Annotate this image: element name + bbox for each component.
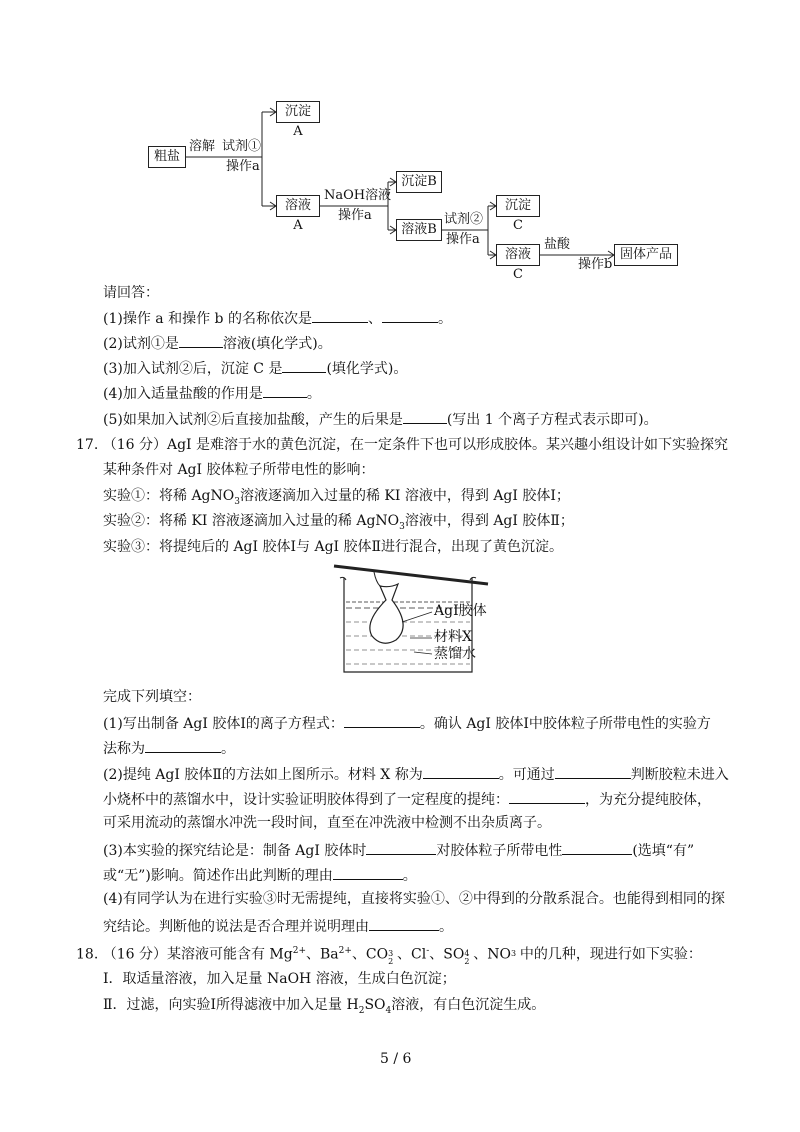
q16-part5-text-b: (写出 1 个离子方程式表示即可)。 [446, 412, 658, 428]
answer-blank[interactable] [366, 840, 436, 855]
q16-part5 [103, 409, 658, 429]
answer-blank[interactable] [403, 409, 447, 424]
q17-points: （16 分） [102, 437, 167, 453]
label-dissolve: 溶解 [189, 139, 216, 154]
q16-part2-text-b: 溶液(填化学式)。 [222, 336, 332, 352]
no3-subscript: 3 [511, 948, 517, 958]
q17-part2-line2 [103, 789, 711, 809]
q17-fill-prompt: 完成下列填空： [103, 689, 201, 705]
q17-part3-a: (3)本实验的探究结论是：制备 AgI 胶体时 [103, 843, 367, 859]
q16-part1-text: (1)操作 a 和操作 b 的名称依次是 [103, 311, 312, 327]
q16-part2-text: (2)试剂①是 [103, 336, 179, 352]
q16-part1-end: 。 [437, 311, 452, 327]
q17-part1-a: (1)写出制备 AgI 胶体Ⅰ的离子方程式： [103, 716, 344, 732]
cl-charge: - [426, 946, 430, 956]
q18-step2-c: 溶液，有白色沉淀生成。 [391, 997, 546, 1013]
q18-intro-a: 某溶液可能含有 Mg [166, 946, 293, 963]
q16-part1-sep: 、 [367, 311, 382, 327]
so4-charge: 2 [464, 956, 470, 966]
q18-number: 18. [76, 946, 99, 963]
label-op-b: 操作b [578, 257, 613, 272]
box-solid-product: 固体产品 [614, 244, 678, 266]
q16-prompt: 请回答： [103, 285, 159, 301]
q17-exp2-b: 溶液中，得到 AgI 胶体Ⅱ； [404, 513, 574, 529]
q17-intro-line2: 某种条件对 AgI 胶体粒子所带电性的影响： [103, 462, 375, 478]
answer-blank[interactable] [263, 383, 307, 398]
co3-subscript: 3 [388, 948, 394, 958]
q17-part4-c: 。 [439, 919, 453, 935]
q17-part4-line1: (4)有同学认为在进行实验③时无需提纯，直接将实验①、②中得到的分散系混合。也能得到相同的探 [103, 891, 725, 907]
q18-step2 [103, 996, 545, 1020]
box-crude-salt: 粗盐 [148, 146, 186, 168]
answer-blank[interactable] [312, 308, 368, 323]
q16-part4-text-b: 。 [306, 386, 321, 402]
ba-charge: 2+ [338, 946, 352, 956]
figure-label-colloid: AgI胶体 [434, 603, 487, 619]
q17-part1-d: 。 [221, 741, 235, 757]
answer-blank[interactable] [333, 865, 403, 880]
q17-part1-line2 [103, 738, 235, 758]
answer-blank[interactable] [555, 764, 631, 779]
co3-charge: 2 [388, 956, 394, 966]
q17-part4-line2 [103, 916, 453, 936]
answer-blank[interactable] [369, 916, 439, 931]
q17-exp1 [103, 487, 570, 511]
label-naoh: NaOH溶液 [324, 188, 392, 203]
q17-part2-b: 。可通过 [498, 767, 555, 783]
so4-subscript: 4 [464, 948, 470, 958]
q18-intro-g: 中的几种，现进行如下实验： [519, 946, 702, 963]
q16-part3-text-b: (填化学式)。 [326, 361, 408, 377]
q18-header [76, 942, 702, 964]
q16-part1 [103, 308, 452, 328]
q17-part2-line1 [103, 764, 729, 784]
label-reagent2: 试剂② [444, 212, 484, 227]
q18-intro-e: 、SO [429, 946, 465, 963]
answer-blank[interactable] [282, 358, 326, 373]
dialysis-diagram [330, 560, 500, 680]
q17-part3-d: 或“无”)影响。简述作出此判断的理由 [103, 868, 333, 884]
q17-part4-b: 究结论。判断他的说法是否合理并说明理由 [103, 919, 369, 935]
answer-blank[interactable] [509, 789, 585, 804]
q18-step2-sub2: 4 [385, 1005, 392, 1016]
q18-intro-b: 、Ba [306, 946, 339, 963]
q17-part1-b: 。确认 AgI 胶体Ⅰ中胶体粒子所带电性的实验方 [419, 716, 711, 732]
q18-step1: Ⅰ．取适量溶液，加入足量 NaOH 溶液，生成白色沉淀； [103, 971, 456, 987]
q17-part2-d: 小烧杯中的蒸馏水中，设计实验证明胶体得到了一定程度的提纯： [103, 792, 509, 808]
q18-intro-f: 、NO [473, 946, 512, 963]
answer-blank[interactable] [423, 764, 499, 779]
page-number: 5 / 6 [380, 1051, 412, 1067]
q18-step2-a: Ⅱ．过滤，向实验Ⅰ所得滤液中加入足量 H [103, 997, 359, 1013]
answer-blank[interactable] [344, 713, 420, 728]
answer-blank[interactable] [145, 738, 221, 753]
q16-part3-text: (3)加入试剂②后，沉淀 C 是 [103, 361, 283, 377]
q17-part3-c: (选填“有” [632, 843, 695, 859]
label-op-a-2: 操作a [338, 208, 372, 223]
box-solution-b: 溶液B [396, 219, 442, 241]
q17-exp1-a: 实验①：将稀 AgNO [103, 488, 235, 504]
answer-blank[interactable] [382, 308, 438, 323]
q18-intro-c: 、CO [351, 946, 389, 963]
box-precipitate-c: 沉淀C [496, 195, 540, 217]
q17-part2-e: ，为充分提纯胶体， [585, 792, 711, 808]
box-solution-a: 溶液A [276, 195, 320, 217]
q17-part3-line2 [103, 865, 417, 885]
answer-blank[interactable] [179, 333, 223, 348]
q18-points: （16 分） [102, 946, 167, 963]
q17-part1-line1 [103, 713, 711, 733]
q17-header [76, 436, 728, 454]
q17-part2-a: (2)提纯 AgI 胶体Ⅱ的方法如上图所示。材料 X 称为 [103, 767, 423, 783]
q16-part4 [103, 383, 321, 403]
q17-exp2-sub: 3 [399, 521, 405, 532]
figure-label-material: 材料X [434, 629, 472, 645]
q17-part3-line1 [103, 840, 694, 860]
q17-exp3: 实验③：将提纯后的 AgI 胶体Ⅰ与 AgI 胶体Ⅱ进行混合，出现了黄色沉淀。 [103, 539, 564, 555]
q18-intro-d: 、Cl [397, 946, 427, 963]
q17-exp2-a: 实验②：将稀 KI 溶液逐滴加入过量的稀 AgNO [103, 513, 400, 529]
q17-exp1-b: 溶液逐滴加入过量的稀 KI 溶液中，得到 AgI 胶体Ⅰ； [239, 488, 570, 504]
q17-exp1-sub: 3 [234, 496, 240, 507]
figure-label-water: 蒸馏水 [434, 646, 476, 662]
q18-step2-sub1: 2 [358, 1005, 365, 1016]
q18-step2-b: SO [364, 997, 386, 1013]
label-op-a-3: 操作a [446, 232, 480, 247]
box-precipitate-a: 沉淀A [276, 101, 320, 123]
label-op-a-1: 操作a [226, 159, 260, 174]
q17-number: 17. [76, 437, 99, 453]
q16-part2 [103, 333, 332, 353]
mg-charge: 2+ [292, 946, 307, 956]
label-hcl: 盐酸 [544, 237, 571, 252]
label-reagent1: 试剂① [222, 139, 262, 154]
q17-intro-1: AgI 是难溶于水的黄色沉淀，在一定条件下也可以形成胶体。某兴趣小组设计如下实验探究 [166, 437, 729, 453]
answer-blank[interactable] [562, 840, 632, 855]
q16-part4-text: (4)加入适量盐酸的作用是 [103, 386, 263, 402]
q16-part5-text: (5)如果加入试剂②后直接加盐酸，产生的后果是 [103, 412, 403, 428]
q17-exp2 [103, 512, 574, 536]
q17-part2-c: 判断胶粒未进入 [630, 767, 729, 783]
box-precipitate-b: 沉淀B [396, 171, 442, 193]
q17-part1-c: 法称为 [103, 741, 145, 757]
q17-part3-e: 。 [402, 868, 417, 884]
box-solution-c: 溶液C [496, 244, 540, 266]
q16-part3 [103, 358, 407, 378]
q17-part2-line3: 可采用流动的蒸馏水冲洗一段时间，直至在冲洗液中检测不出杂质离子。 [103, 815, 551, 831]
q17-part3-b: 对胶体粒子所带电性 [436, 843, 563, 859]
